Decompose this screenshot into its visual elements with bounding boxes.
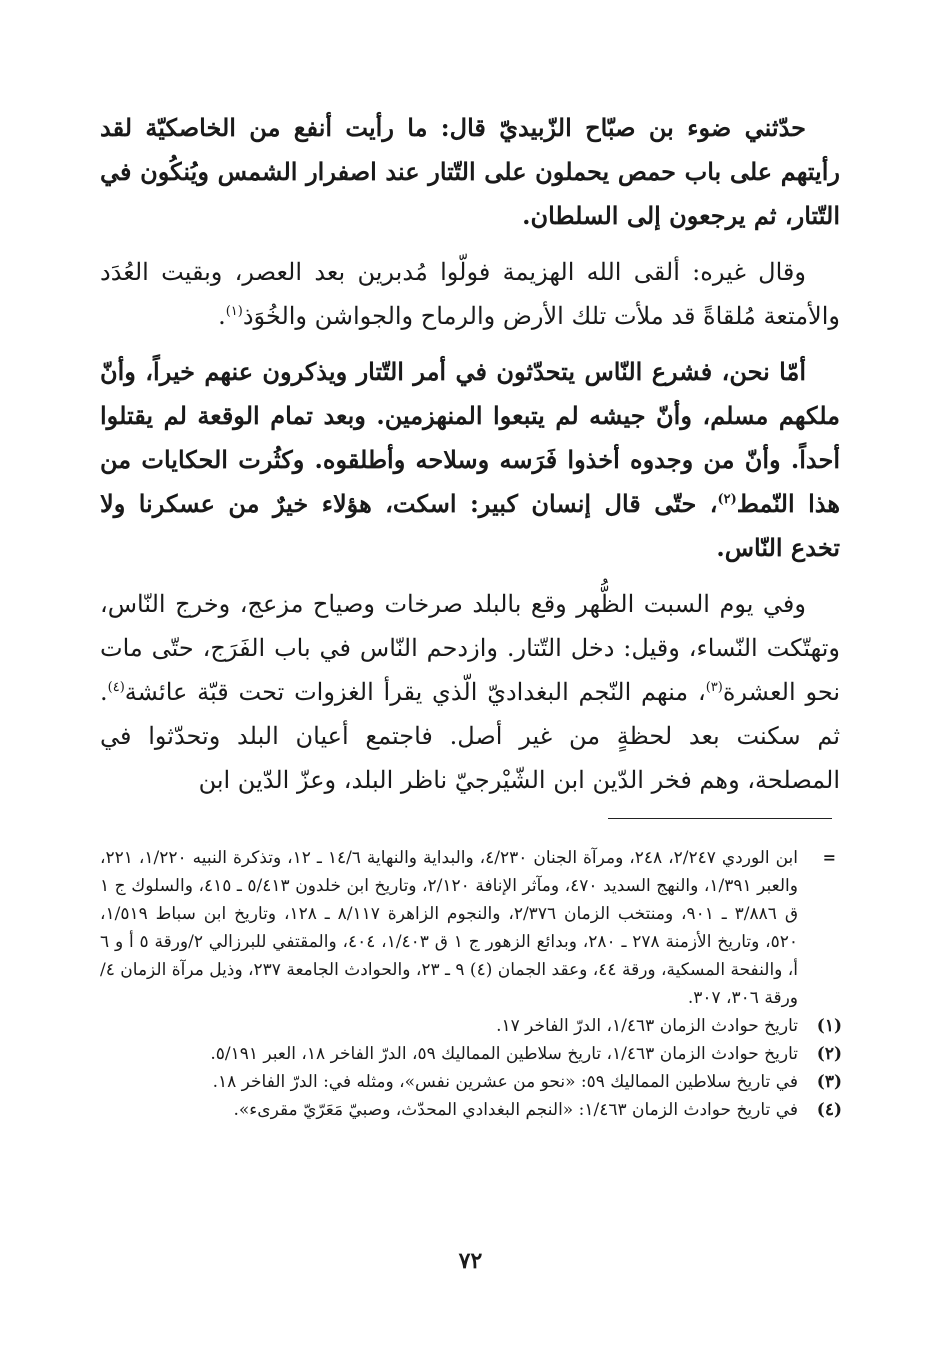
paragraph-2: [100, 250, 840, 338]
footnote-3-text: في تاريخ سلاطين المماليك ٥٩: «نحو من عشرين نفس»، ومثله في: الدرّ الفاخر ١٨.: [212, 1072, 798, 1092]
paragraph-2-text: وقال غيره: ألقى الله الهزيمة فولّوا مُدبرين بعد العصر، وبقيت العُدَد والأمتعة مُلقاةً قد ملأت تلك الأرض والرماح والجواشن والخُوَذ: [100, 258, 840, 330]
footnote-4: [100, 1096, 842, 1124]
footnote-1-number: (١): [816, 1016, 842, 1036]
paragraph-4-text-b: ، منهم النّجم البغداديّ الّذي يقرأ الغزوات تحت قبّة عائشة: [124, 678, 706, 706]
footnote-1-text: تاريخ حوادث الزمان ١/٤٦٣، الدرّ الفاخر ١٧.: [496, 1016, 798, 1036]
page-number: ٧٢: [458, 1248, 483, 1274]
main-text: [100, 106, 840, 814]
footnote-ref-4[interactable]: (٤): [107, 680, 125, 695]
footnote-3: [100, 1068, 842, 1096]
paragraph-1: [100, 106, 840, 238]
footnote-ref-3[interactable]: (٣): [705, 680, 723, 695]
footnote-4-text: في تاريخ حوادث الزمان ١/٤٦٣: «النجم البغدادي المحدّث، وصبيّ مَعَرّيّ مقرىء».: [233, 1100, 798, 1120]
footnote-2-number: (٢): [816, 1044, 842, 1064]
footnotes: [100, 844, 842, 1124]
footnote-2: [100, 1040, 842, 1068]
paragraph-3-end: ، حتّى قال إنسان كبير: اسكت، هؤلاء خيرٌ من عسكرنا ولا تخدع النّاس.: [100, 489, 840, 562]
footnote-2-text: تاريخ حوادث الزمان ١/٤٦٣، تاريخ سلاطين المماليك ٥٩، الدرّ الفاخر ١٨، العبر ٥/١٩١.: [210, 1044, 798, 1064]
footnote-3-number: (٣): [816, 1072, 842, 1092]
paragraph-3-text: أمّا نحن، فشرع النّاس يتحدّثون في أمر التّتار ويذكرون عنهم خيراً، وأنّ ملكهم مسلم، وأنّ جيشه لم يتبعوا المنهزمين. وبعد تمام الوقعة لم يقتلوا أحداً. وأنّ من وجدوه أخذوا فَرَسه وسلاحه وأطلقوه. وكثُرت الحكايات من هذا النّمط: [100, 357, 841, 518]
footnote-continuation-text: ابن الوردي ٢/٢٤٧، ٢٤٨، ومرآة الجنان ٤/٢٣٠، والبداية والنهاية ١٤/٦ ـ ١٢، وتذكرة النبيه ١/٢٢٠، ٢٢١، والعبر ١/٣٩١، والنهج السديد ٤٧٠، ومآثر الإنافة ٢/١٢٠، وتاريخ ابن خلدون ٥/٤١٣ ـ ٤١٥، والسلوك ج ١ ق ٣/٨٨٦ ـ ٩٠١، ومنتخب الزمان ٢/٣٧٦، والنجوم الزاهرة ٨/١١٧ ـ ١٢٨، وتاريخ ابن سباط ١/٥١٩، ٥٢٠، وتاريخ الأزمنة ٢٧٨ ـ ٢٨٠، وبدائع الزهور ج ١ ق ١/٤٠٣، ٤٠٤، والمقتفي للبرزالي ٢/ورقة ٥ أ و ٦ أ، والنفحة المسكية، ورقة ٤٤، وعقد الجمان (٤) ٩ ـ ٢٣، والحوادث الجامعة ٢٣٧، وذيل مرآة الزمان ٤/ورقة ٣٠٦، ٣٠٧.: [100, 848, 799, 1008]
paragraph-4: [100, 582, 840, 802]
paragraph-2-end: .: [218, 302, 226, 330]
footnote-separator: [608, 818, 832, 819]
footnote-ref-1[interactable]: (١): [225, 304, 243, 319]
footnote-1: [100, 1012, 842, 1040]
footnote-continuation: [100, 844, 842, 1012]
paragraph-1-text: حدّثني ضوء بن صبّاح الزّبيديّ قال: ما رأيت أنفع من الخاصكيّة لقد رأيتهم على باب حمص يحملون على التّتار عند اصفرار الشمس ويُنكُون في التّتار، ثم يرجعون إلى السلطان.: [100, 113, 840, 230]
footnote-4-number: (٤): [816, 1100, 842, 1120]
paragraph-4-text-c: . ثم سكنت بعد لحظةٍ من غير أصل. فاجتمع أعيان البلد وتحدّثوا في المصلحة، وهم فخر الدّين ابن الشّيْرجيّ ناظر البلد، وعزّ الدّين ابن: [100, 678, 840, 794]
footnote-ref-2[interactable]: (٢): [717, 492, 737, 507]
paragraph-4-text-a: وفي يوم السبت الظُّهر وقع بالبلد صرخات وصياح مزعج، وخرج النّاس، وتهتّكت النّساء، وقيل: دخل التّتار. وازدحم النّاس في باب الفَرَج، حتّى مات نحو العشرة: [100, 590, 841, 706]
paragraph-3: [100, 350, 840, 570]
footnote-continuation-mark: =: [822, 848, 836, 867]
